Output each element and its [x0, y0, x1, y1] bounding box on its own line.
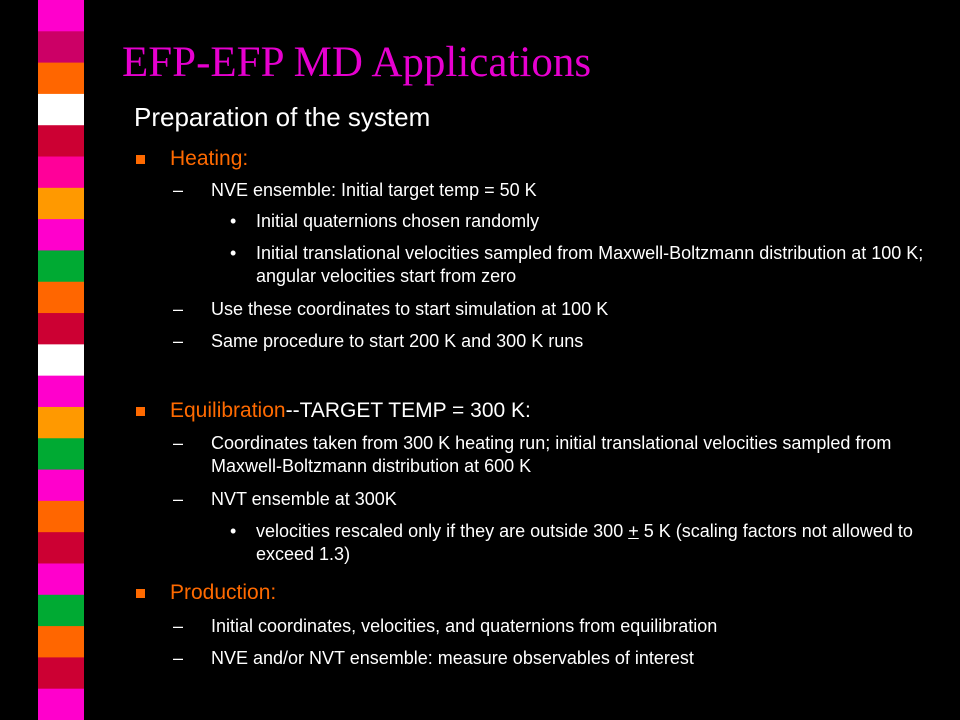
rescale-text-b: 5 K (scaling factors not allowed to exceed 1.3)	[256, 521, 913, 564]
stripe-segment	[38, 532, 84, 564]
heating-use-coords-text: Use these coordinates to start simulation at 100 K	[211, 299, 609, 319]
stripe-segment	[38, 438, 84, 470]
square-bullet-icon	[136, 155, 145, 164]
stripe-segment	[38, 563, 84, 595]
equilibration-coordinates-text: Coordinates taken from 300 K heating run; initial translational velocities sampled from Maxwell-Boltzmann distribution at 600 K	[211, 433, 892, 476]
stripe-segment	[38, 188, 84, 220]
dash-marker: –	[173, 648, 184, 668]
bullet-marker: •	[230, 243, 237, 263]
heating-label: Heating:	[170, 147, 249, 170]
stripe-segment	[38, 626, 84, 658]
dash-marker: –	[173, 489, 184, 509]
production-initial-text: Initial coordinates, velocities, and quaternions from equilibration	[211, 616, 718, 636]
equilibration-heading-text	[170, 398, 531, 424]
heating-nve-text: NVE ensemble: Initial target temp = 50 K	[211, 180, 537, 200]
stripe-segment	[38, 657, 84, 689]
dash-marker: –	[173, 180, 184, 200]
stripe-segment	[38, 470, 84, 502]
dash-marker: –	[173, 299, 184, 319]
equilibration-label: Equilibration	[170, 399, 286, 422]
stripe-segment	[38, 219, 84, 251]
dash-marker: –	[173, 433, 184, 453]
stripe-segment	[38, 595, 84, 627]
equilibration-nvt-text: NVT ensemble at 300K	[211, 489, 397, 509]
decorative-color-stripe	[38, 0, 84, 720]
square-bullet-icon	[136, 407, 145, 416]
production-nve-nvt-text: NVE and/or NVT ensemble: measure observables of interest	[211, 648, 694, 668]
stripe-segment	[38, 689, 84, 720]
stripe-segment	[38, 0, 84, 32]
stripe-segment	[38, 63, 84, 95]
bullet-marker: •	[230, 521, 237, 541]
stripe-segment	[38, 407, 84, 439]
plus-minus-sign: +	[628, 521, 639, 541]
stripe-segment	[38, 31, 84, 63]
stripe-segment	[38, 344, 84, 376]
stripe-segment	[38, 501, 84, 533]
heating-quaternions-text: Initial quaternions chosen randomly	[256, 211, 540, 231]
rescale-text-a: velocities rescaled only if they are outside 300	[256, 521, 629, 541]
heating-same-procedure-text: Same procedure to start 200 K and 300 K runs	[211, 331, 584, 351]
dash-marker: –	[173, 331, 184, 351]
heating-translational-text: Initial translational velocities sampled from Maxwell-Boltzmann distribution at 100 K; angular velocities start from zero	[256, 243, 924, 286]
stripe-segment	[38, 250, 84, 282]
stripe-segment	[38, 157, 84, 189]
equilibration-target: --TARGET TEMP = 300 K:	[285, 399, 531, 422]
square-bullet-icon	[136, 589, 145, 598]
slide-title: EFP-EFP MD Applications	[122, 39, 592, 86]
slide-subtitle: Preparation of the system	[134, 102, 431, 132]
stripe-segment	[38, 282, 84, 314]
stripe-segment	[38, 313, 84, 345]
bullet-marker: •	[230, 211, 237, 231]
stripe-segment	[38, 376, 84, 408]
production-label: Production:	[170, 581, 277, 604]
stripe-segment	[38, 125, 84, 157]
stripe-segment	[38, 94, 84, 126]
equilibration-rescale-text	[256, 520, 936, 566]
dash-marker: –	[173, 616, 184, 636]
